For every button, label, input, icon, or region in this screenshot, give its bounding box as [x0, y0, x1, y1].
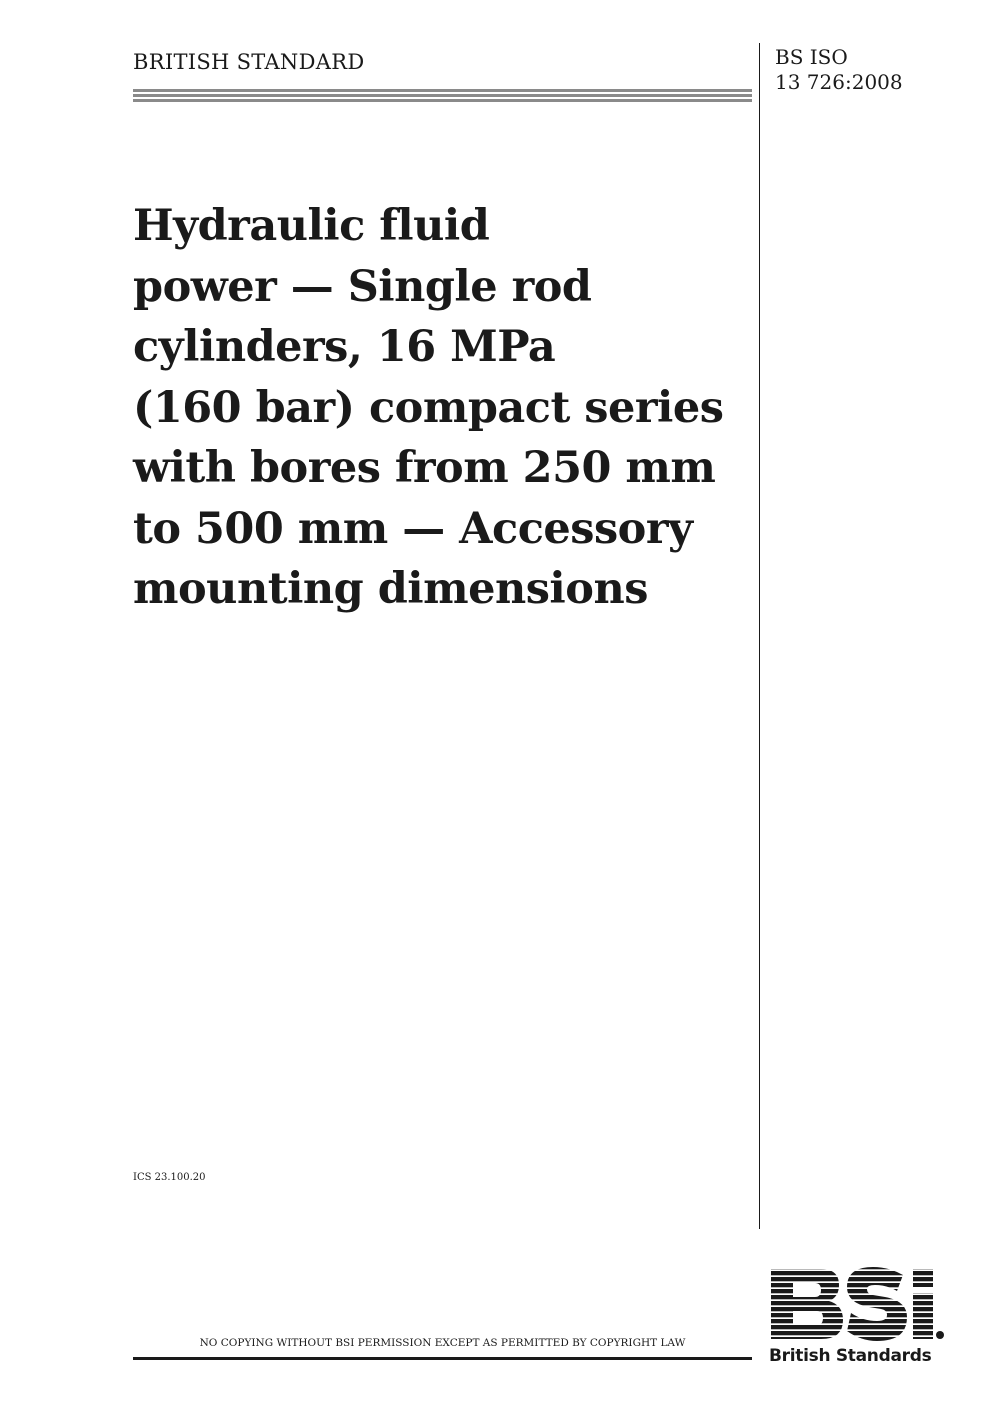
standard-number — [775, 45, 903, 95]
document-series-label: BRITISH STANDARD — [133, 50, 365, 74]
title-line: power — Single rod — [133, 261, 592, 312]
ics-code: ICS 23.100.20 — [133, 1172, 206, 1183]
standard-number-line-1: BS ISO — [775, 45, 848, 69]
title-line: Hydraulic fluid — [133, 201, 490, 251]
title-line: cylinders, 16 MPa — [133, 322, 556, 372]
footer-rule — [133, 1357, 752, 1360]
header-rule — [133, 89, 752, 102]
title-line: with bores from 250 mm — [133, 443, 716, 493]
copyright-notice: NO COPYING WITHOUT BSI PERMISSION EXCEPT AS PERMITTED BY COPYRIGHT LAW — [199, 1337, 686, 1349]
standard-number-line-2: 13 726:2008 — [775, 70, 903, 94]
title-line: to 500 mm — Accessory — [133, 503, 693, 554]
title-line: mounting dimensions — [133, 564, 648, 614]
title-line: (160 bar) compact series — [133, 382, 724, 433]
bsi-logo-subtitle: British Standards — [769, 1346, 932, 1366]
vertical-divider — [759, 43, 760, 1229]
document-title — [133, 196, 753, 620]
